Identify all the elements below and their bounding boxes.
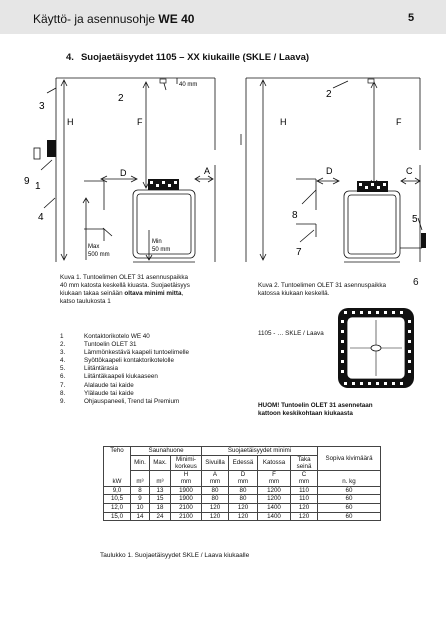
table-caption: Taulukko 1. Suojaetäisyydet SKLE / Laava kiukaalle	[100, 552, 250, 559]
figure-2-label-6: 6	[413, 277, 419, 288]
label-4: 4	[38, 212, 44, 223]
min-label: Min	[152, 239, 162, 245]
label-D: D	[326, 166, 333, 176]
label-F: F	[137, 117, 143, 127]
page-number: 5	[408, 12, 415, 24]
label-D: D	[120, 168, 127, 178]
page-header	[0, 0, 446, 34]
section-title: 4. Suojaetäisyydet 1105 – XX kiukaille (SKLE / Laava)	[66, 52, 310, 63]
label-7: 7	[296, 247, 302, 258]
installation-note: HUOM! Tuntoelin OLET 31 asennetaan kattoon keskikohtaan kiukaasta	[258, 402, 373, 417]
safety-distance-table: Teho Saunahuone Suojaetäisyydet minimi Sopiva kivimäärä Min. Max. Minimi- korkeus Sivuilla Edessä Katossa Taka seinä H A D F C kW m³ m³ mm mm mm mm mm n. kg 9,0 8 13 1900 80 80 1200 110 60 10,5 9 15 1900 80 80 1200 110 60 12,0 10 18 2100 120 120 1400 120 60 15,0 14 24 2100 120 120 1400 120 60	[103, 446, 381, 521]
legend-item: 4. Syöttökaapeli kontaktorikotelolle	[60, 357, 174, 365]
figure-3-label: 1105 - … SKLE / Laava	[258, 330, 324, 337]
legend-item: 5. Liitäntärasia	[60, 365, 118, 373]
legend-item: 6. Liitäntäkaapeli kiukaaseen	[60, 373, 158, 381]
legend-item: 1 Kontaktorikotelo WE 40	[60, 333, 150, 340]
label-5: 5	[412, 214, 418, 225]
table-row: 15,0 14 24 2100 120 120 1400 120 60	[104, 512, 381, 521]
legend-item: 2. Tuntoelin OLET 31	[60, 341, 137, 349]
legend-item: 9. Ohjauspaneeli, Trend tai Premium	[60, 397, 180, 405]
legend-item: 8. Ylälaude tai kaide	[60, 389, 134, 397]
label-H: H	[67, 117, 74, 127]
legend-item: 3. Lämmönkestävä kaapeli tuntoelimelle	[60, 349, 190, 357]
label-H: H	[280, 117, 287, 127]
table-row: 12,0 10 18 2100 120 120 1400 120 60	[104, 503, 381, 512]
max-label: Max	[88, 244, 100, 250]
label-9: 9	[24, 176, 30, 187]
label-8: 8	[292, 210, 298, 221]
label-2: 2	[326, 89, 332, 100]
label-1: 1	[35, 181, 41, 192]
document-title: Käyttö- ja asennusohje WE 40	[33, 12, 195, 26]
min-value: 50 mm	[152, 247, 171, 253]
dim-40mm: 40 mm	[179, 82, 198, 88]
figure-3-top-view	[336, 306, 416, 391]
figure-2-diagram	[236, 70, 446, 270]
label-3: 3	[39, 101, 45, 112]
label-F: F	[396, 117, 402, 127]
label-2: 2	[118, 93, 124, 104]
figure-2-caption: Kuva 2. Tuntoelimen OLET 31 asennuspaikka katossa kiukaan keskellä.	[258, 282, 387, 297]
figure-1-caption: Kuva 1. Tuntoelimen OLET 31 asennuspaikka 40 mm katosta keskellä kiuasta. Suojaetäisyys kiukaan takaa seinään oltava minimi mitta, katso taulukosta 1	[60, 274, 190, 305]
label-A: A	[204, 166, 211, 176]
figure-1-diagram	[0, 70, 240, 270]
table-row: 10,5 9 15 1900 80 80 1200 110 60	[104, 495, 381, 504]
parts-legend	[60, 333, 189, 406]
label-C: C	[406, 166, 413, 176]
legend-item: 7. Alalaude tai kaide	[60, 381, 134, 389]
table-row: 9,0 8 13 1900 80 80 1200 110 60	[104, 486, 381, 495]
max-value: 500 mm	[88, 252, 110, 258]
